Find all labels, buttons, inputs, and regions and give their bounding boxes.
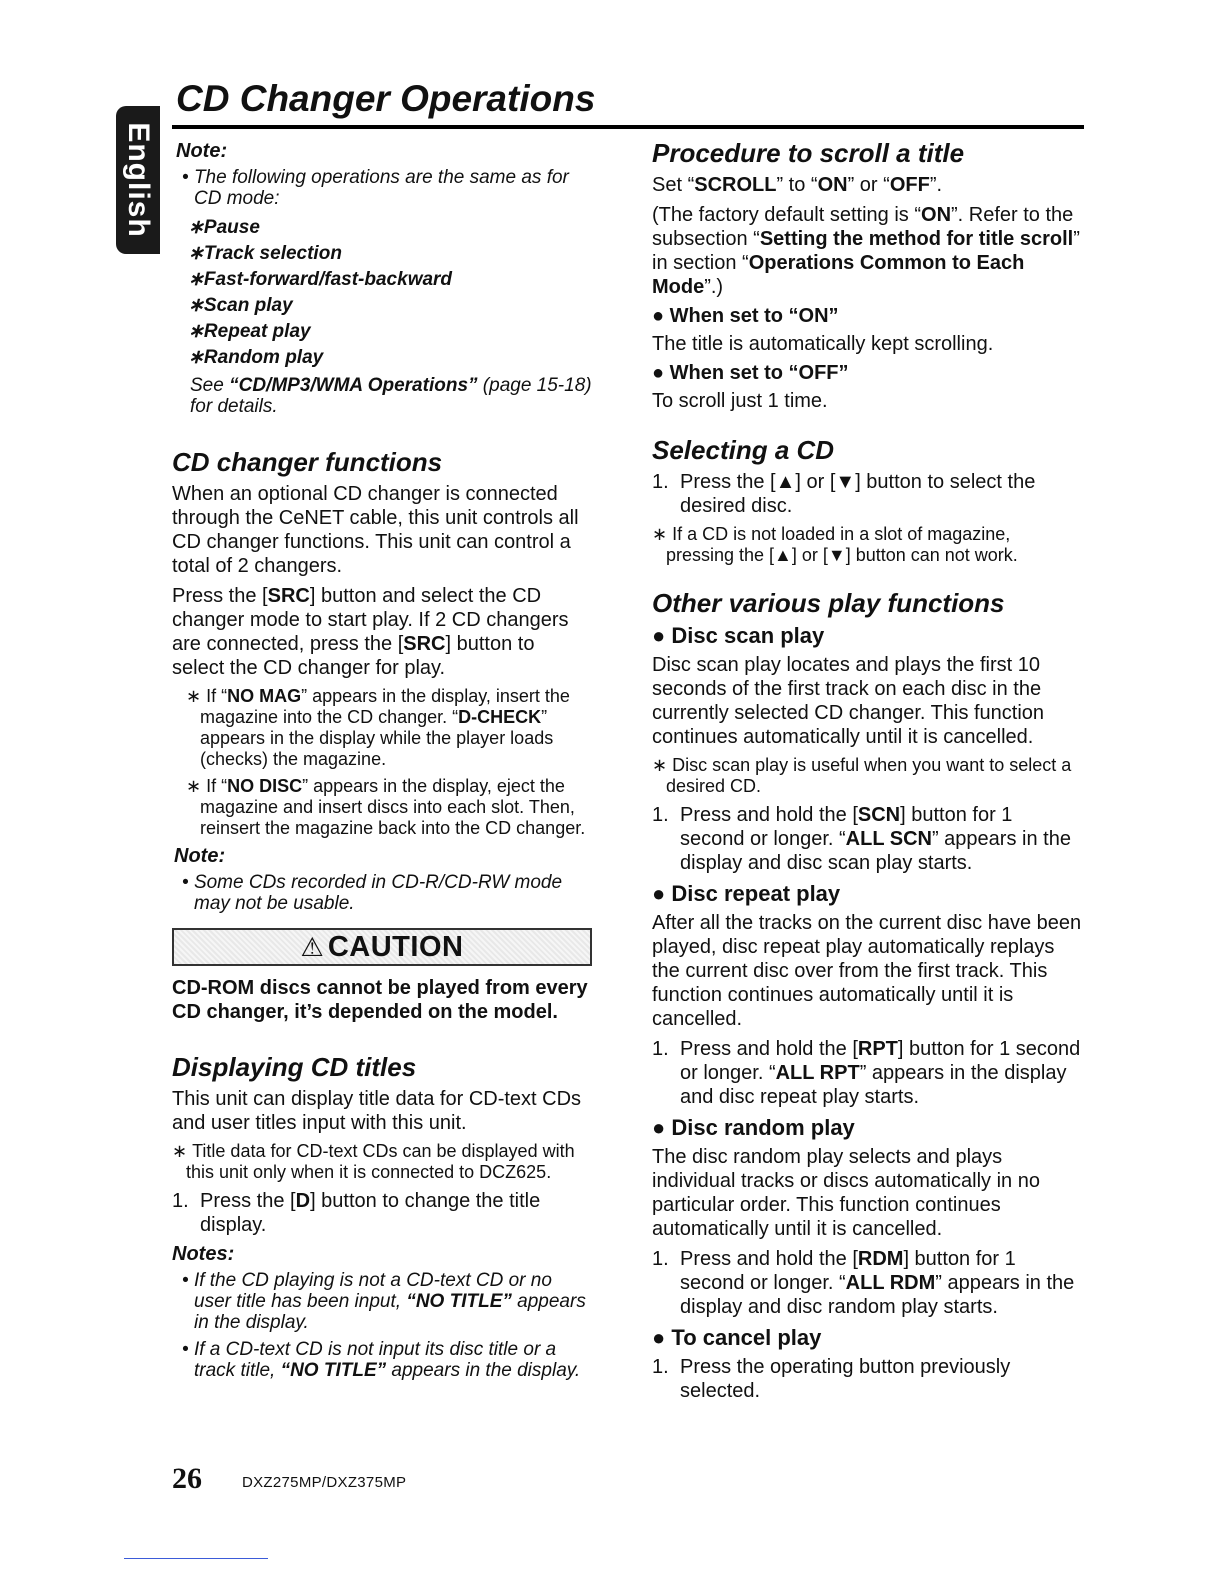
titles-step: 1. Press the [D] button to change the title display. (172, 1190, 541, 1236)
displaying-cd-titles-heading: Displaying CD titles (172, 1052, 417, 1082)
select-note: ∗ If a CD is not loaded in a slot of magazine, pressing the [▲] or [▼] button can not work. (652, 524, 1082, 566)
note2-text: • Some CDs recorded in CD-R/CD-RW mode may not be usable. (182, 872, 563, 914)
caution-label: CAUTION (327, 930, 464, 963)
when-off-text: To scroll just 1 time. (652, 390, 828, 412)
list-item: ∗Scan play (188, 295, 293, 316)
disc-repeat-text: After all the tracks on the current disc have been played, disc repeat play automatically replays the current disc over from the first track. This function continues automatically until it is cancelled. (652, 912, 1082, 1030)
caution-text: CD-ROM discs cannot be played from every CD changer, it’s depended on the model. (172, 977, 588, 1023)
titles-note: ∗ Title data for CD-text CDs can be displayed with this unit only when it is connected to DCZ625. (172, 1141, 592, 1183)
notes-label: Notes: (172, 1243, 235, 1265)
list-item: ∗Track selection (188, 243, 342, 264)
disc-random-heading: ● Disc random play (652, 1115, 1082, 1141)
note2-label: Note: (174, 845, 226, 867)
list-item: ∗Fast-forward/fast-backward (188, 269, 453, 290)
note-label: Note: (176, 140, 228, 162)
right-column (652, 138, 1082, 1409)
when-on-text: The title is automatically kept scrolling. (652, 333, 994, 355)
title-rule (172, 125, 1084, 129)
select-step: 1. Press the [▲] or [▼] button to select the desired disc. (652, 471, 1036, 517)
cancel-play-step: 1. Press the operating button previously selected. (652, 1356, 1011, 1402)
notes-item-1: • If the CD playing is not a CD-text CD or no user title has been input, “NO TITLE” appears in the display. (182, 1270, 586, 1333)
cancel-play-heading: ● To cancel play (652, 1325, 1082, 1351)
model-number: DXZ275MP/DXZ375MP (242, 1474, 407, 1491)
changer-paragraph-2: Press the [SRC] button and select the CD changer mode to start play. If 2 CD changers are connected, press the [SRC] button to select the CD changer for play. (172, 585, 569, 679)
disc-scan-text: Disc scan play locates and plays the first 10 seconds of the first track on each disc in the currently selected CD changer. This function continues automatically until it is cancelled. (652, 654, 1045, 748)
page-title: CD Changer Operations (176, 78, 596, 119)
selecting-cd-heading: Selecting a CD (652, 435, 835, 465)
left-column (172, 138, 592, 1387)
other-functions-heading: Other various play functions (652, 588, 1005, 618)
same-operations-list (172, 215, 592, 371)
disc-scan-note: ∗ Disc scan play is useful when you want to select a desired CD. (652, 755, 1082, 797)
scroll-setting: Set “SCROLL” to “ON” or “OFF”. (652, 174, 943, 196)
note-text: • The following operations are the same as for CD mode: (182, 167, 569, 209)
list-item: ∗Pause (188, 217, 260, 238)
language-tab-label: English (122, 122, 155, 238)
changer-paragraph-1: When an optional CD changer is connected through the CeNET cable, this unit controls all CD changer functions. This unit can control a total of 2 changers. (172, 483, 579, 577)
disc-random-text: The disc random play selects and plays individual tracks or discs automatically in no particular order. This function continues automatically until it is cancelled. (652, 1146, 1040, 1240)
when-on-heading: ● When set to “ON” (652, 305, 1082, 328)
when-off-heading: ● When set to “OFF” (652, 362, 1082, 385)
list-item: ∗Random play (188, 347, 324, 368)
no-mag-note: ∗ If “NO MAG” appears in the display, insert the magazine into the CD changer. “D-CHECK” appears in the display while the player loads (checks) the magazine. (172, 686, 592, 770)
caution-banner (172, 928, 592, 966)
scroll-default: (The factory default setting is “ON”. Refer to the subsection “Setting the method for title scroll” in section “Operations Common to Each Mode”.) (652, 204, 1080, 298)
footer-line (124, 1558, 268, 1559)
disc-scan-step: 1. Press and hold the [SCN] button for 1 second or longer. “ALL SCN” appears in the display and disc scan play starts. (652, 804, 1071, 874)
disc-repeat-step: 1. Press and hold the [RPT] button for 1 second or longer. “ALL RPT” appears in the display and disc repeat play starts. (652, 1038, 1081, 1108)
language-tab (116, 106, 160, 254)
disc-repeat-heading: ● Disc repeat play (652, 881, 1082, 907)
warning-icon: ⚠ (300, 931, 324, 962)
page-number: 26 (172, 1462, 202, 1495)
scroll-title-heading: Procedure to scroll a title (652, 138, 965, 168)
titles-paragraph: This unit can display title data for CD-text CDs and user titles input with this unit. (172, 1088, 582, 1134)
no-disc-note: ∗ If “NO DISC” appears in the display, eject the magazine and insert discs into each slot. Then, reinsert the magazine back into the CD changer. (172, 776, 592, 839)
notes-item-2: • If a CD-text CD is not input its disc title or a track title, “NO TITLE” appears in the display. (182, 1339, 581, 1381)
disc-random-step: 1. Press and hold the [RDM] button for 1 second or longer. “ALL RDM” appears in the display and disc random play starts. (652, 1248, 1075, 1318)
disc-scan-heading: ● Disc scan play (652, 623, 1082, 649)
list-item: ∗Repeat play (188, 321, 311, 342)
see-reference: See “CD/MP3/WMA Operations” (page 15-18) for details. (190, 375, 592, 417)
cd-changer-functions-heading: CD changer functions (172, 447, 443, 477)
